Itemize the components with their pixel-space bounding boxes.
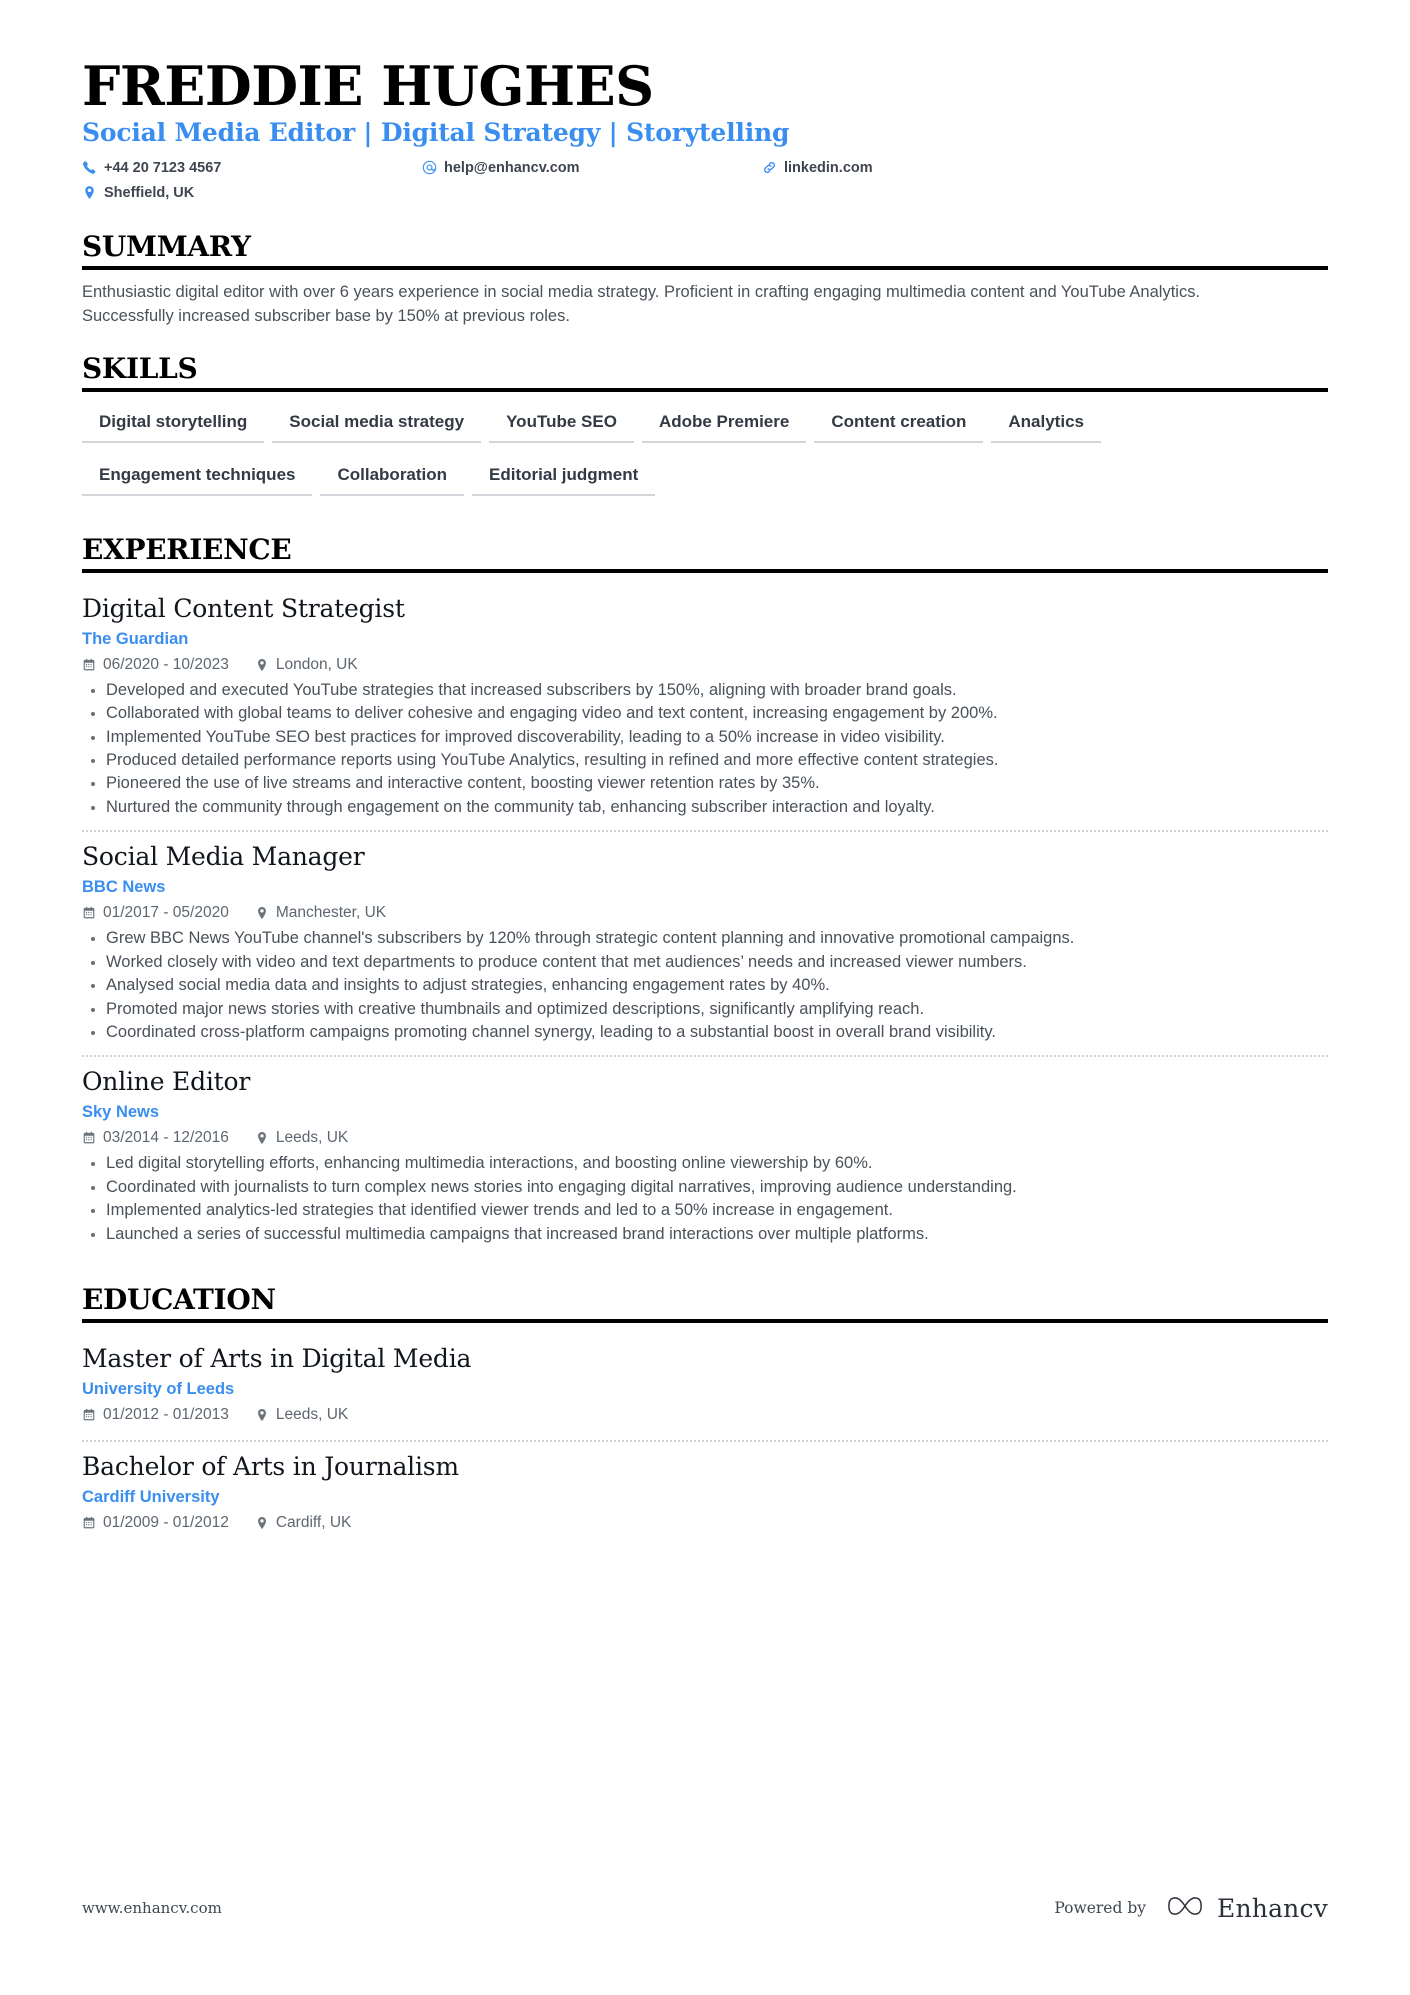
calendar-icon (82, 1408, 96, 1422)
skill-tag: YouTube SEO (489, 403, 634, 443)
list-item: Coordinated cross-platform campaigns promoting channel synergy, leading to a substantial boost in overall brand visibility. (82, 1021, 1312, 1043)
brand-name: Enhancv (1217, 1893, 1328, 1923)
skill-tag: Collaboration (320, 456, 464, 496)
responsibility-list (82, 927, 1328, 1043)
section-summary (82, 232, 1328, 328)
location-icon (255, 1408, 269, 1422)
experience-entry (82, 1055, 1328, 1245)
email-icon (422, 160, 437, 175)
skill-tag: Editorial judgment (472, 456, 655, 496)
footer-url[interactable]: www.enhancv.com (82, 1899, 222, 1917)
date-range-text: 01/2009 - 01/2012 (103, 1514, 229, 1532)
list-item: Analysed social media data and insights to adjust strategies, enhancing engagement rates by 40%. (82, 974, 1312, 996)
list-item: Worked closely with video and text departments to produce content that met audiences’ needs and increased viewer numbers. (82, 951, 1312, 973)
institution-name[interactable]: University of Leeds (82, 1380, 235, 1399)
resume-header (82, 54, 1328, 206)
company-name[interactable]: The Guardian (82, 629, 189, 648)
list-item: Collaborated with global teams to deliver cohesive and engaging video and text content, increasing engagement by 200%. (82, 702, 1312, 724)
footer-brand (1054, 1893, 1328, 1924)
contact-phone-text: +44 20 7123 4567 (104, 159, 222, 176)
job-location (255, 1129, 348, 1147)
entry-meta (82, 656, 1328, 674)
section-education (82, 1285, 1328, 1538)
skill-tag: Social media strategy (272, 403, 481, 443)
entry-meta (82, 904, 1328, 922)
entry-meta (82, 1129, 1328, 1147)
contact-location[interactable] (82, 181, 422, 204)
date-range-text: 01/2017 - 05/2020 (103, 904, 229, 922)
calendar-icon (82, 906, 96, 920)
professional-headline: Social Media Editor | Digital Strategy | Storytelling (82, 117, 790, 147)
link-icon (762, 160, 777, 175)
location-icon (255, 1131, 269, 1145)
section-divider (82, 388, 1328, 392)
entry-meta (82, 1514, 1328, 1532)
section-skills (82, 354, 1328, 509)
date-range-text: 03/2014 - 12/2016 (103, 1129, 229, 1147)
list-item: Launched a series of successful multimedia campaigns that increased brand interactions over multiple platforms. (82, 1223, 1312, 1245)
company-name[interactable]: BBC News (82, 878, 166, 897)
job-location-text: London, UK (275, 655, 358, 673)
date-range (82, 1406, 229, 1424)
contact-link-text: linkedin.com (784, 159, 873, 176)
list-item: Implemented analytics-led strategies that identified viewer trends and led to a 50% increase in engagement. (82, 1199, 1312, 1221)
list-item: Coordinated with journalists to turn complex news stories into engaging digital narratives, improving audience understanding. (82, 1176, 1312, 1198)
contact-phone[interactable] (82, 156, 422, 179)
skill-tag: Digital storytelling (82, 403, 264, 443)
contact-link[interactable] (762, 156, 1062, 179)
page-footer (82, 1893, 1328, 1923)
infinity-icon (1164, 1893, 1206, 1924)
responsibility-list (82, 1152, 1328, 1245)
skill-tag: Engagement techniques (82, 456, 312, 496)
education-location-text: Cardiff, UK (275, 1514, 352, 1532)
institution-name[interactable]: Cardiff University (82, 1488, 220, 1507)
location-icon (255, 658, 269, 672)
section-divider (82, 569, 1328, 573)
list-item: Produced detailed performance reports using YouTube Analytics, resulting in refined and more effective content strategies. (82, 749, 1312, 771)
entry-meta (82, 1406, 1328, 1424)
summary-text: Enthusiastic digital editor with over 6 years experience in social media strategy. Proficient in crafting engaging multimedia content and YouTube Analytics. Successfully increased subscriber base by 150% at previous roles. (82, 283, 1201, 325)
list-item: Pioneered the use of live streams and interactive content, boosting viewer retention rates by 35%. (82, 772, 1312, 794)
page-title: FREDDIE HUGHES (82, 54, 654, 118)
calendar-icon (82, 658, 96, 672)
section-title-education: EDUCATION (82, 1283, 276, 1317)
skill-tag: Content creation (814, 403, 983, 443)
location-icon (82, 185, 97, 200)
section-title-skills: SKILLS (82, 352, 198, 386)
experience-entry (82, 830, 1328, 1043)
job-location (255, 904, 386, 922)
skill-tag: Adobe Premiere (642, 403, 806, 443)
contact-email-text: help@enhancv.com (444, 159, 580, 176)
section-divider (82, 266, 1328, 270)
list-item: Developed and executed YouTube strategies that increased subscribers by 150%, aligning with broader brand goals. (82, 679, 1312, 701)
calendar-icon (82, 1516, 96, 1530)
section-title-experience: EXPERIENCE (82, 532, 292, 566)
education-location-text: Leeds, UK (275, 1406, 349, 1424)
location-icon (255, 906, 269, 920)
job-location-text: Manchester, UK (275, 904, 387, 922)
education-location (255, 1514, 352, 1532)
powered-by-label: Powered by (1054, 1899, 1147, 1917)
job-location-text: Leeds, UK (275, 1129, 349, 1147)
degree-title: Bachelor of Arts in Journalism (82, 1452, 459, 1482)
enhancv-logo[interactable] (1164, 1893, 1328, 1924)
list-item: Implemented YouTube SEO best practices for improved discoverability, leading to a 50% increase in video visibility. (82, 726, 1312, 748)
contact-email[interactable] (422, 156, 762, 179)
list-item: Grew BBC News YouTube channel's subscribers by 120% through strategic content planning and innovative promotional campaigns. (82, 927, 1312, 949)
date-range (82, 1129, 229, 1147)
contact-location-text: Sheffield, UK (104, 184, 195, 201)
contact-info (82, 156, 1082, 206)
education-entry (82, 1440, 1328, 1538)
company-name[interactable]: Sky News (82, 1103, 160, 1122)
section-experience (82, 532, 1328, 1245)
location-icon (255, 1516, 269, 1530)
date-range (82, 904, 229, 922)
list-item: Nurtured the community through engagement on the community tab, enhancing subscriber interaction and loyalty. (82, 796, 1312, 818)
date-range-text: 01/2012 - 01/2013 (103, 1406, 229, 1424)
job-location (255, 656, 358, 674)
skills-list (82, 403, 1328, 509)
job-title: Digital Content Strategist (82, 593, 405, 623)
job-title: Online Editor (82, 1067, 251, 1097)
list-item: Promoted major news stories with creative thumbnails and optimized descriptions, significantly amplifying reach. (82, 998, 1312, 1020)
degree-title: Master of Arts in Digital Media (82, 1344, 472, 1374)
section-title-summary: SUMMARY (82, 230, 251, 264)
section-divider (82, 1319, 1328, 1323)
date-range (82, 656, 229, 674)
date-range-text: 06/2020 - 10/2023 (103, 655, 229, 673)
date-range (82, 1514, 229, 1532)
job-title: Social Media Manager (82, 842, 365, 872)
experience-entry (82, 584, 1328, 819)
phone-icon (82, 160, 97, 175)
list-item: Led digital storytelling efforts, enhancing multimedia interactions, and boosting online viewership by 60%. (82, 1152, 1312, 1174)
skill-tag: Analytics (991, 403, 1101, 443)
responsibility-list (82, 679, 1328, 819)
education-location (255, 1406, 348, 1424)
education-entry (82, 1334, 1328, 1430)
calendar-icon (82, 1131, 96, 1145)
